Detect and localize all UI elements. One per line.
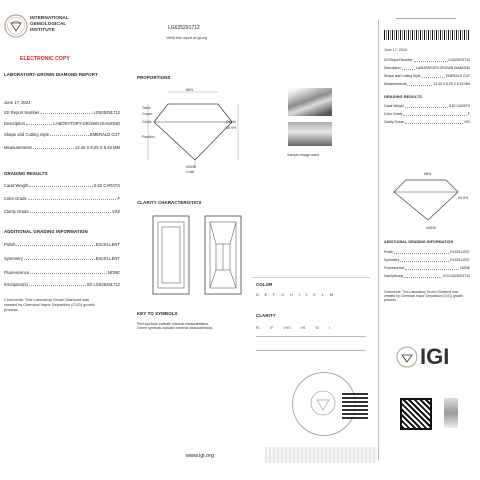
right-additional-row-value: NONE <box>460 266 470 270</box>
report-row <box>4 110 120 115</box>
security-strip <box>265 447 377 463</box>
right-additional-row <box>384 258 470 263</box>
leader-dots <box>30 270 107 274</box>
clarity-grade-mark: I <box>328 326 330 330</box>
leader-dots <box>404 274 442 278</box>
right-additional-row-value: EXCELLENT <box>450 258 470 262</box>
proportion-value-culet: NONE <box>186 165 197 169</box>
leader-dots <box>402 66 415 70</box>
right-report-row-label: Shape and Cutting Style <box>384 74 421 78</box>
comments-line: Comments: This Laboratory Grown Diamond was <box>4 297 90 302</box>
institute-name-line: INSTITUTE <box>30 28 55 34</box>
right-comments-line: Comments: This Laboratory Grown Diamond was <box>384 290 459 294</box>
right-additional-row-label: Symmetry <box>384 258 400 262</box>
grade-scale-panel <box>252 277 370 360</box>
leader-dots <box>26 121 52 125</box>
grading-results-title: GRADING RESULTS <box>4 171 48 176</box>
color-grade-mark: L <box>321 293 324 297</box>
seal-diamond-icon <box>310 390 336 421</box>
right-additional-row-label: Fluorescence <box>384 266 405 270</box>
leader-dots <box>40 110 92 114</box>
additional-grading-title: ADDITIONAL GRADING INFORMATION <box>4 229 88 234</box>
additional-row <box>4 270 120 275</box>
right-qr-code <box>400 398 432 430</box>
right-grading-row <box>384 112 470 117</box>
igi-big-logo-text: IGI <box>420 344 450 369</box>
report-row-value: LABORATORY-GROWN DIAMOND <box>53 121 120 126</box>
color-grade-mark: K <box>313 293 316 297</box>
clarity-characteristics-title: CLARITY CHARACTERISTICS <box>137 200 202 205</box>
report-row <box>4 121 120 126</box>
right-report-row <box>384 66 470 71</box>
right-comments-line: created by Chemical Vapor Deposition (CVD) growth <box>384 294 464 299</box>
right-comments-line: process. <box>384 298 397 303</box>
qr-code <box>342 393 368 419</box>
right-report-row-value: EMERALD CUT <box>445 74 470 78</box>
additional-row <box>4 242 120 247</box>
report-date: June 17, 2024 <box>4 100 31 105</box>
right-additional-row-value: IGI LG625291712 <box>443 274 470 278</box>
additional-row-label: Fluorescence <box>4 270 30 275</box>
right-additional-row <box>384 266 470 271</box>
report-row-value: 13.40 X 8.25 X 5.43 MM <box>74 145 120 150</box>
report-number-header: LG625291712 <box>168 25 200 31</box>
clarity-grade-mark: FL <box>256 326 261 330</box>
grading-row <box>4 183 120 188</box>
additional-row <box>4 256 120 261</box>
report-row-label: Measurements <box>4 145 32 150</box>
institute-name-line: INTERNATIONAL <box>30 16 69 21</box>
color-scale-title: COLOR <box>256 282 273 287</box>
report-number-subline: Verify this report at igi.org <box>166 36 207 40</box>
leader-dots <box>16 242 94 246</box>
additional-row-value: EXCELLENT <box>95 242 120 247</box>
grading-row <box>4 196 120 201</box>
additional-row-label: Polish <box>4 242 16 247</box>
right-grading-row-value: F <box>467 112 470 116</box>
color-grade-mark: J <box>305 293 308 297</box>
report-row <box>4 145 120 150</box>
right-grading-row-value: VS2 <box>463 120 470 124</box>
leader-dots <box>29 183 93 187</box>
igi-emblem-icon <box>396 346 418 373</box>
right-additional-row <box>384 274 470 279</box>
right-hologram <box>444 398 458 428</box>
proportion-value-depth: 65.9% <box>226 126 237 130</box>
proportions-title: PROPORTIONS <box>137 75 171 80</box>
report-row-value: LG625291712 <box>93 110 120 115</box>
additional-row-value: IGI LG625291712 <box>86 282 120 287</box>
leader-dots <box>405 104 448 108</box>
right-grading-row <box>384 104 470 109</box>
grading-row-label: Carat Weight <box>4 183 29 188</box>
footer-url: www.igi.org <box>186 453 215 459</box>
proportion-label-pavilion: Pavilion <box>142 135 155 139</box>
proportion-label-culet: Culet <box>186 170 195 174</box>
right-prop-table: 68% <box>424 172 432 176</box>
color-grade-mark: G <box>281 293 285 297</box>
right-report-row-label: Measurements <box>384 82 407 86</box>
color-grade-mark: I <box>298 293 300 297</box>
color-grade-mark: D <box>256 293 259 297</box>
proportion-label-girdle: Girdle <box>142 120 152 124</box>
right-grading-title: GRADING RESULTS <box>384 95 422 99</box>
leader-dots <box>29 282 86 286</box>
right-prop-culet: NONE <box>426 226 437 230</box>
right-report-row-label: Description <box>384 66 401 70</box>
color-grade-mark: M <box>329 293 333 297</box>
additional-row-label: Symmetry <box>4 256 23 261</box>
clarity-grade-mark: VS <box>300 326 306 330</box>
report-row <box>4 132 120 137</box>
right-additional-row-value: EXCELLENT <box>450 250 470 254</box>
key-to-symbols-title: KEY TO SYMBOLS <box>137 311 178 316</box>
leader-dots <box>407 82 432 86</box>
clarity-grade-mark: SI <box>315 326 319 330</box>
grading-row <box>4 209 120 214</box>
report-row-label: IGI Report Number <box>4 110 40 115</box>
right-report-date: June 17, 2024 <box>384 48 407 52</box>
additional-row-label: Inscription(s) <box>4 282 28 287</box>
right-report-row <box>384 74 470 79</box>
additional-row-value: EXCELLENT <box>95 256 120 261</box>
right-additional-row-label: Inscription(s) <box>384 274 404 278</box>
right-grading-row-label: Clarity Grade <box>384 120 404 124</box>
photo-caption: Sample image used <box>287 153 319 157</box>
right-grading-row-label: Color Grade <box>384 112 403 116</box>
color-grade-mark: E <box>264 293 268 297</box>
right-additional-row-label: Polish <box>384 250 394 254</box>
right-additional-title: ADDITIONAL GRADING INFORMATION <box>384 240 454 244</box>
right-report-row <box>384 58 470 63</box>
right-report-row-value: LABORATORY-GROWN DIAMOND <box>416 66 470 70</box>
right-report-row-value: 13.40 X 8.25 X 5.43 MM <box>433 82 470 86</box>
diamond-logo-icon <box>4 14 28 38</box>
grading-row-value: F <box>117 196 120 201</box>
clarity-scale-title: CLARITY <box>256 313 276 318</box>
clarity-plot-diagram <box>150 214 250 298</box>
additional-row <box>4 282 120 287</box>
right-report-row <box>384 82 470 87</box>
right-prop-depth: 65.9% <box>458 196 469 200</box>
clarity-grade-mark: VVS <box>283 326 291 330</box>
electronic-copy-label: ELECTRONIC COPY <box>20 56 70 62</box>
key-line: Red symbols indicate internal characteristics. <box>137 322 209 326</box>
key-line: Green symbols indicate external characteristics. <box>137 326 214 331</box>
right-grading-row-value: 5.52 CARATS <box>448 104 470 108</box>
right-grading-row-label: Carat Weight <box>384 104 404 108</box>
leader-dots <box>400 258 449 262</box>
leader-dots <box>405 266 459 270</box>
leader-dots <box>414 58 448 62</box>
leader-dots <box>24 256 95 260</box>
institute-name-line: GEMOLOGICAL <box>30 22 67 28</box>
leader-dots <box>50 132 89 136</box>
color-grade-mark: F <box>273 293 276 297</box>
proportion-value-table: 68% <box>186 88 194 92</box>
leader-dots <box>28 196 117 200</box>
grading-row-value: VS2 <box>112 209 120 214</box>
leader-dots <box>30 209 111 213</box>
report-row-label: Shape and Cutting Style <box>4 132 50 137</box>
color-grade-mark: H <box>290 293 293 297</box>
grading-row-value: 5.52 CARATS <box>94 183 120 188</box>
right-report-row-value: LG625291712 <box>448 58 470 62</box>
proportion-label-crown: Crown <box>142 112 153 116</box>
proportion-label-table: Table <box>142 106 151 110</box>
right-report-row-label: IGI Report Number <box>384 58 413 62</box>
additional-row-value: NONE <box>107 270 120 275</box>
report-title: LABORATORY-GROWN DIAMOND REPORT <box>4 72 98 77</box>
comments-line: created by Chemical Vapor Deposition (CVD) growth <box>4 302 95 307</box>
leader-dots <box>33 145 74 149</box>
grading-row-label: Clarity Grade <box>4 209 29 214</box>
clarity-grade-mark: IF <box>270 326 274 330</box>
report-row-value: EMERALD CUT <box>89 132 120 137</box>
leader-dots <box>394 250 449 254</box>
right-grading-row <box>384 120 470 125</box>
report-row-label: Description <box>4 121 25 126</box>
grading-row-label: Color Grade <box>4 196 27 201</box>
leader-dots <box>422 74 445 78</box>
diamond-photo-top <box>288 88 332 116</box>
leader-dots <box>405 120 463 124</box>
right-header-line <box>396 18 456 19</box>
proportion-label-depth: Depth <box>226 120 236 124</box>
right-additional-row <box>384 250 470 255</box>
igi-logo <box>4 14 28 38</box>
leader-dots <box>403 112 466 116</box>
comments-line: process. <box>4 307 19 312</box>
right-barcode <box>384 30 470 40</box>
diamond-photo-bottom <box>288 122 332 146</box>
